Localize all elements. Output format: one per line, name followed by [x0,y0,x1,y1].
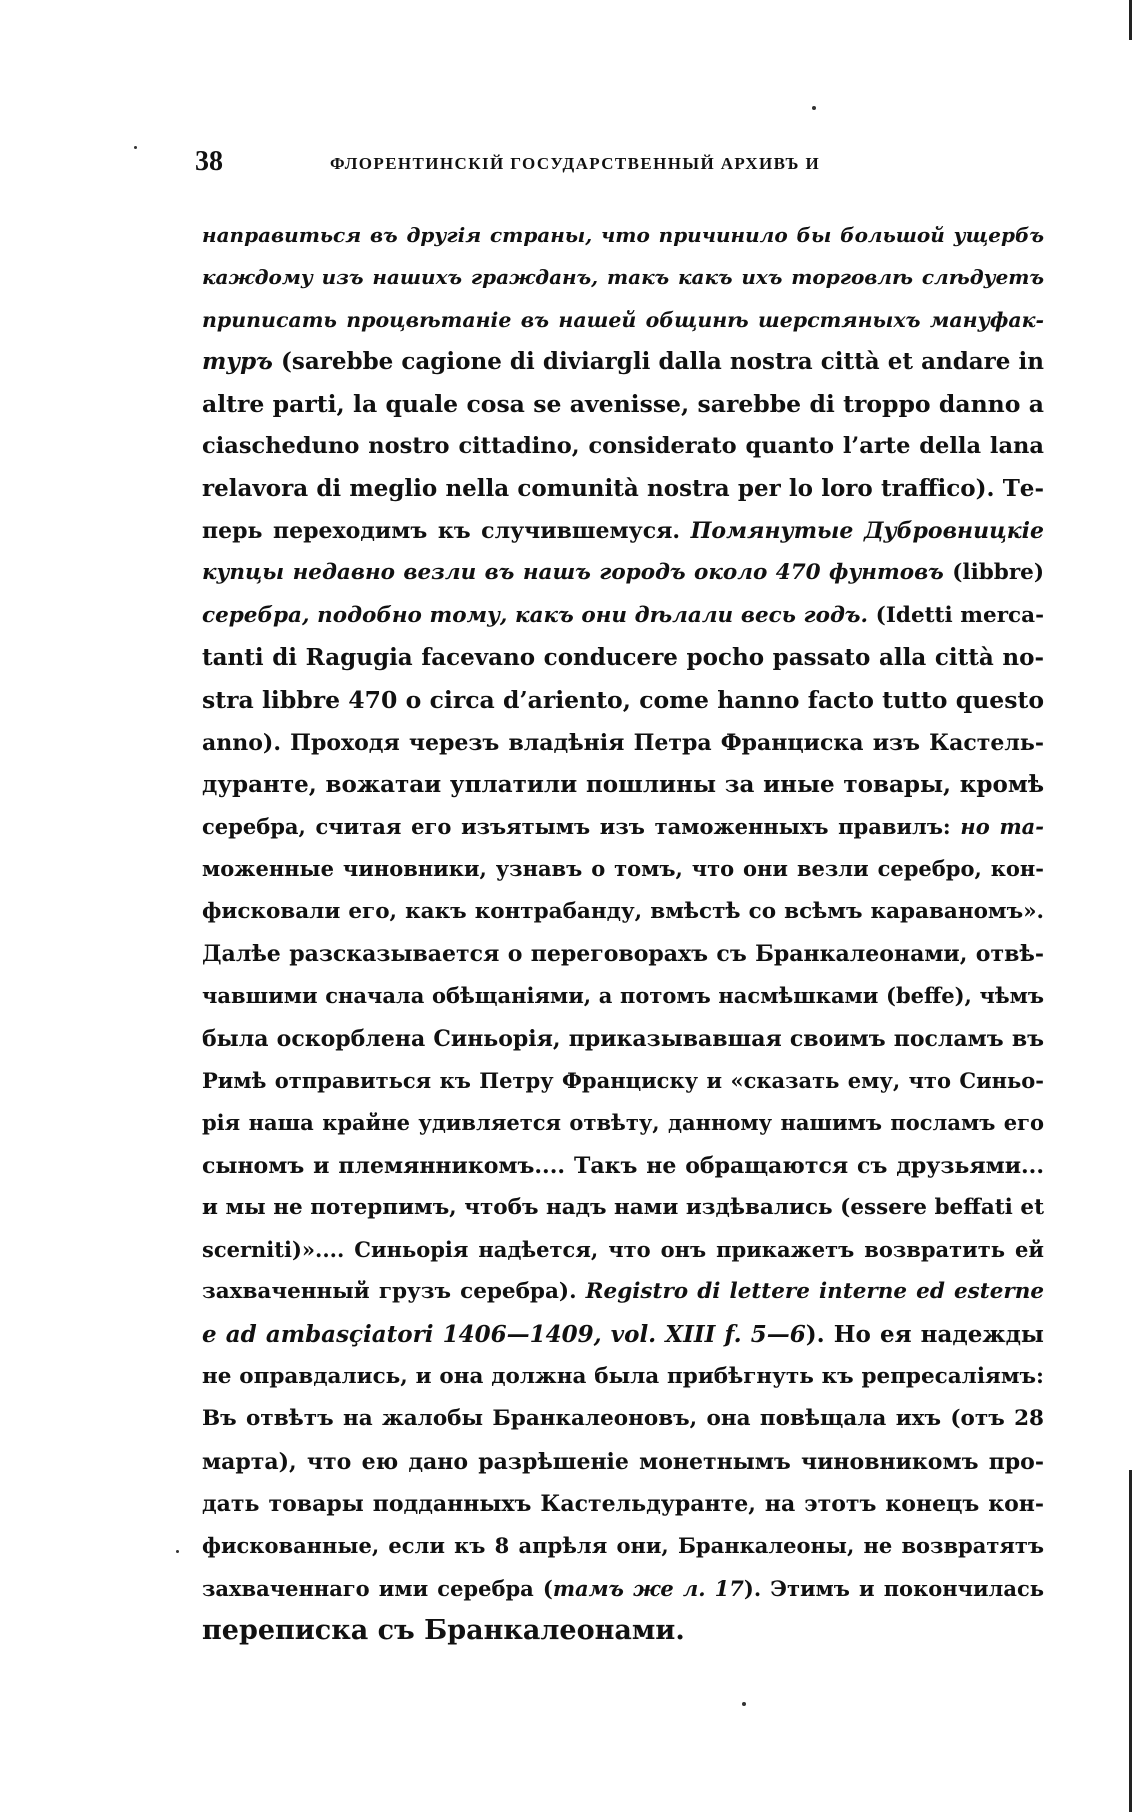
text-line [202,1060,1044,1102]
text-line [202,1229,1044,1271]
text-segment: фисковали его, какъ контрабанду, вмѣстѣ со всѣмъ караваномъ». [202,898,1044,924]
paper-speck [134,146,137,149]
text-segment: tanti di Ragugia facevano conducere pocho passato alla città no- [202,643,1044,671]
text-segment: фискованные, если къ 8 апрѣля они, Бранкалеоны, не возвратятъ [202,1533,1044,1559]
text-segment: сыномъ и племянникомъ.... Такъ не обращаются съ друзьями... [202,1152,1044,1179]
text-line [202,1568,1044,1610]
text-segment: ). Но ея надежды [805,1320,1044,1348]
text-line [202,1525,1044,1567]
italic-text-segment: направиться въ другія страны, что причинило бы большой ущербъ [202,223,1044,247]
text-line [202,383,1044,425]
text-line [202,595,1044,637]
italic-text-segment: туръ [202,347,273,375]
paper-speck [812,106,816,110]
text-line [202,1356,1044,1398]
italic-text-segment: Помянутые Дубровницкіе [690,518,1044,545]
text-segment: scerniti)».... Синьорія надѣется, что онъ прикажетъ возвратить ей [202,1237,1044,1263]
italic-text-segment: но та- [960,814,1044,840]
paper-speck [176,1550,179,1553]
text-segment: дуранте, вожатаи уплатили пошлины за иные товары, кромѣ [202,770,1044,798]
text-segment: чавшими сначала обѣщаніями, а потомъ насмѣшками (beffe), чѣмъ [202,983,1044,1009]
text-line [202,1483,1044,1525]
italic-text-segment: купцы недавно везли въ нашъ городъ около 470 фунтовъ [202,560,944,586]
text-segment: anno). Проходя черезъ владѣнія Петра Франциска изъ Кастель- [202,729,1044,756]
text-line [202,764,1044,806]
text-segment: altre parti, la quale cosa se avenisse, sarebbe di troppo danno a [202,390,1044,419]
text-segment: переписка съ Бранкалеонами. [202,1614,685,1646]
text-line [202,1441,1044,1483]
text-segment: ciascheduno nostro cittadino, considerato quanto l’arte della lana [202,433,1044,460]
text-segment: (Idetti merca- [868,602,1044,628]
text-segment: захваченный грузъ серебра). [202,1279,586,1305]
text-line [202,299,1044,341]
text-segment: захваченнаго ими серебра ( [202,1575,553,1601]
italic-text-segment: Registro di lettere interne ed esterne [585,1279,1044,1305]
text-line [202,256,1044,298]
italic-text-segment: тамъ же л. 17 [552,1575,744,1601]
page-edge-rule [1129,1470,1132,1812]
running-title: ФЛОРЕНТИНСКІЙ ГОСУДАРСТВЕННЫЙ АРХИВЪ И [330,154,821,173]
text-segment: была оскорблена Синьорія, приказывавшая своимъ посламъ въ [202,1025,1044,1052]
text-line [202,1018,1044,1060]
text-segment: Римѣ отправиться къ Петру Франциску и «сказать ему, что Синьо- [202,1067,1044,1093]
paper-speck [742,1702,746,1706]
text-line [202,637,1044,679]
text-line [202,1398,1044,1440]
text-line [202,722,1044,764]
text-line [202,1271,1044,1313]
text-segment: и мы не потерпимъ, чтобъ надъ нами издѣвались (essere beffati et [202,1194,1044,1220]
italic-text-segment: каждому изъ нашихъ гражданъ, такъ какъ ихъ торговлѣ слѣдуетъ [202,265,1044,290]
text-line [202,1314,1044,1356]
text-line [202,1145,1044,1187]
text-segment: перь переходимъ къ случившемуся. [202,518,691,545]
text-line [202,848,1044,890]
text-segment: Далѣе разсказывается о переговорахъ съ Бранкалеонами, отвѣ- [202,941,1044,968]
text-segment: (libbre) [943,560,1044,586]
text-segment: моженные чиновники, узнавъ о томъ, что они везли серебро, кон- [202,856,1044,882]
page-header [195,146,915,186]
text-line [202,1187,1044,1229]
italic-text-segment: e ad ambasçiatori 1406—1409, vol. XIII f. 5—6 [202,1320,806,1348]
text-line [202,552,1044,594]
text-line [202,1102,1044,1144]
text-segment: Въ отвѣтъ на жалобы Бранкалеоновъ, она повѣщала ихъ (отъ 28 [202,1406,1044,1432]
text-segment: марта), что ею дано разрѣшеніе монетнымъ чиновникомъ про- [202,1448,1044,1475]
text-segment: stra libbre 470 o circa d’ariento, come hanno facto tutto questo [202,686,1044,715]
text-line [202,214,1044,256]
text-segment: рія наша крайне удивляется отвѣту, данному нашимъ посламъ его [202,1110,1044,1136]
page-edge-rule-top [1129,0,1132,40]
text-segment: серебра, считая его изъятымъ изъ таможенныхъ правилъ: [202,814,961,840]
text-line [202,341,1044,383]
text-line [202,806,1044,848]
text-segment: дать товары подданныхъ Кастельдуранте, на этотъ конецъ кон- [202,1490,1044,1517]
text-line [202,975,1044,1017]
body-text [202,214,1044,1652]
text-line [202,468,1044,510]
text-line [202,1610,1044,1652]
text-segment: ). Этимъ и покончилась [743,1575,1044,1601]
text-line [202,679,1044,721]
text-segment: не оправдались, и она должна была прибѣгнуть къ репресаліямъ: [202,1364,1044,1390]
text-line [202,425,1044,467]
text-line [202,891,1044,933]
page-number: 38 [195,146,223,177]
text-segment: (sarebbe cagione di diviargli dalla nostra città et andare in [272,347,1044,375]
text-line [202,510,1044,552]
italic-text-segment: приписать процвѣтаніе въ нашей общинѣ шерстяныхъ мануфак- [202,307,1044,332]
text-line [202,933,1044,975]
text-segment: relavora di meglio nella comunità nostra per lo loro traffico). Те- [202,474,1044,502]
italic-text-segment: серебра, подобно тому, какъ они дѣлали весь годъ. [202,602,869,628]
